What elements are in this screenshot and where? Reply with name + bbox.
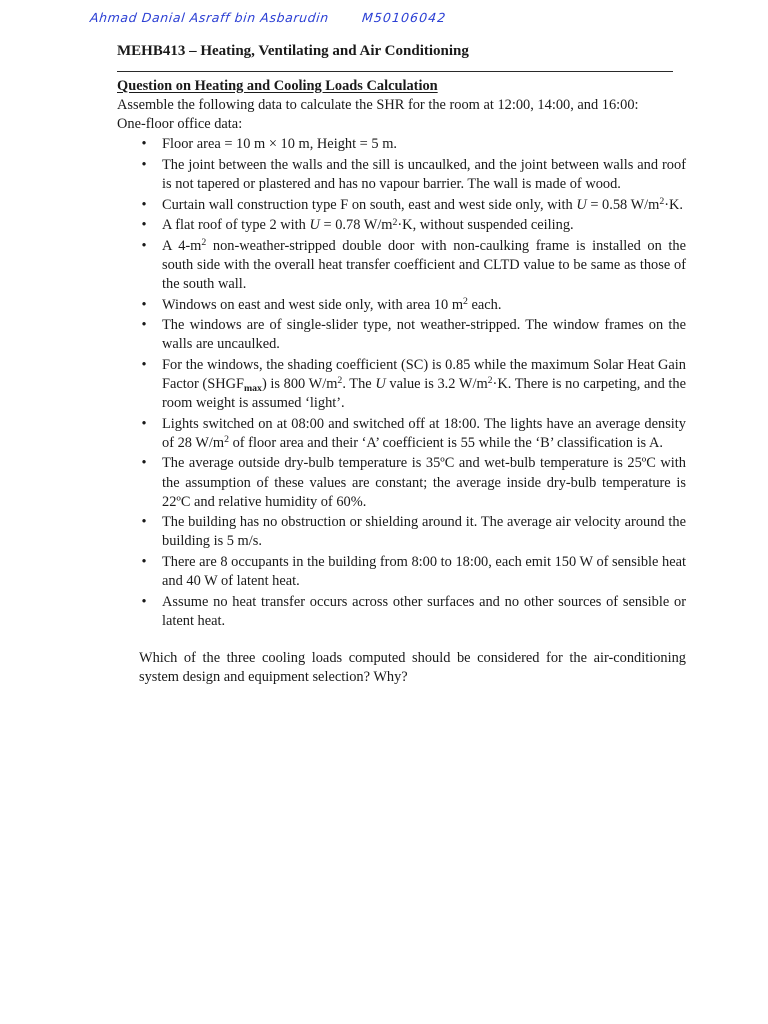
text-run: For the windows, the shading coefficient (SC) is 0.85 while the maximum Solar Heat Gain Factor (SHGF bbox=[162, 357, 686, 393]
bullet-icon bbox=[139, 196, 149, 215]
text-run: Assume no heat transfer occurs across other surfaces and no other sources of sensible or latent heat. bbox=[162, 593, 686, 629]
bullet-icon bbox=[139, 454, 149, 473]
text-run: each. bbox=[467, 296, 502, 313]
bullet-text bbox=[162, 415, 686, 453]
text-run: Windows on east and west side only, with area 10 m bbox=[162, 296, 464, 313]
question-intro: Assemble the following data to calculate the SHR for the room at 12:00, 14:00, and 16:00: bbox=[117, 96, 639, 113]
list-item bbox=[117, 135, 686, 154]
list-item bbox=[117, 593, 686, 631]
office-data-subheading: One-floor office data: bbox=[117, 115, 243, 132]
text-run: non-weather-stripped double door with non-caulking frame is installed on the south side with the overall heat transfer coefficient and CLTD value to be same as those of the south wall. bbox=[162, 237, 686, 293]
text-run: The building has no obstruction or shielding around it. The average air velocity around the building is 5 m/s. bbox=[162, 514, 686, 550]
superscript: 2 bbox=[463, 296, 468, 308]
bullet-icon bbox=[139, 296, 149, 315]
bullet-icon bbox=[139, 135, 149, 154]
bullet-icon bbox=[139, 356, 149, 375]
superscript: 2 bbox=[337, 375, 343, 387]
list-item bbox=[117, 216, 686, 235]
list-item bbox=[117, 196, 686, 215]
list-item bbox=[117, 553, 686, 591]
superscript: 2 bbox=[201, 237, 207, 249]
list-item bbox=[117, 237, 686, 294]
italic-symbol: U bbox=[375, 376, 386, 393]
text-run: = 0.78 W/m bbox=[319, 217, 393, 234]
office-data-list bbox=[117, 135, 686, 630]
bullet-icon bbox=[139, 237, 149, 256]
list-item bbox=[117, 356, 686, 413]
list-item bbox=[117, 156, 686, 194]
closing-question: Which of the three cooling loads computed should be considered for the air-conditioning system design and equipment selection? Why? bbox=[139, 650, 686, 686]
superscript: 2 bbox=[659, 196, 665, 208]
list-item bbox=[117, 415, 686, 453]
text-run: value is 3.2 W/m bbox=[385, 376, 488, 393]
subscript: max bbox=[244, 383, 262, 395]
italic-symbol: U bbox=[576, 196, 587, 213]
text-run: There are 8 occupants in the building from 8:00 to 18:00, each emit 150 W of sensible heat and 40 W of latent heat. bbox=[162, 553, 686, 590]
text-run: Lights switched on at 08:00 and switched off at 18:00. The lights have an average density of 28 W/m bbox=[162, 415, 686, 451]
text-run: ·K. There is no carpeting, and the room weight is assumed ‘light’. bbox=[162, 376, 687, 412]
bullet-icon bbox=[139, 593, 149, 612]
text-run: Floor area = 10 m × 10 m, Height = 5 m. bbox=[162, 136, 397, 153]
question-body bbox=[117, 77, 686, 688]
text-run: The windows are of single-slider type, not weather-stripped. The window frames on the walls are uncaulked. bbox=[162, 317, 686, 353]
list-item bbox=[117, 296, 686, 315]
bullet-icon bbox=[139, 156, 149, 175]
bullet-text bbox=[162, 356, 686, 413]
text-run: ) is 800 W/m bbox=[261, 376, 338, 393]
text-run: = 0.58 W/m bbox=[586, 196, 660, 213]
text-run: of floor area and their ‘A’ coefficient is 55 while the ‘B’ classification is A. bbox=[228, 434, 663, 451]
list-item bbox=[117, 513, 686, 551]
bullet-text bbox=[162, 296, 686, 315]
bullet-icon bbox=[139, 553, 149, 572]
question-heading: Question on Heating and Cooling Loads Calculation bbox=[117, 77, 438, 94]
text-run: ·K. bbox=[664, 196, 684, 213]
superscript: 2 bbox=[392, 216, 398, 228]
bullet-text bbox=[162, 593, 686, 631]
handwritten-student-name: Ahmad Danial Asraff bin Asbarudin bbox=[89, 10, 330, 25]
text-run: The average outside dry-bulb temperature is 35ºC and wet-bulb temperature is 25ºC with the assumption of these values are constant; the average inside dry-bulb temperature is 22ºC and relative humidity of 60%. bbox=[162, 455, 686, 510]
list-item bbox=[117, 316, 686, 354]
bullet-text bbox=[162, 135, 686, 154]
text-run: ·K, without suspended ceiling. bbox=[397, 217, 574, 234]
bullet-text bbox=[162, 513, 686, 551]
list-item bbox=[117, 454, 686, 511]
text-run: A flat roof of type 2 with bbox=[162, 217, 310, 234]
course-title: MEHB413 – Heating, Ventilating and Air Conditioning bbox=[117, 43, 469, 59]
bullet-text bbox=[162, 454, 686, 511]
text-run: A 4-m bbox=[162, 237, 202, 254]
bullet-text bbox=[162, 216, 686, 235]
bullet-text bbox=[162, 553, 686, 591]
header-rule bbox=[117, 71, 673, 72]
superscript: 2 bbox=[224, 434, 229, 446]
bullet-icon bbox=[139, 513, 149, 532]
bullet-text bbox=[162, 237, 686, 294]
bullet-icon bbox=[139, 415, 149, 434]
bullet-text bbox=[162, 156, 686, 194]
italic-symbol: U bbox=[309, 217, 320, 234]
text-run: The joint between the walls and the sill is uncaulked, and the joint between walls and roof is not tapered or plastered and has no vapour barrier. The wall is made of wood. bbox=[162, 157, 686, 193]
superscript: 2 bbox=[487, 375, 493, 387]
text-run: Curtain wall construction type F on south, east and west side only, with bbox=[162, 196, 577, 213]
bullet-icon bbox=[139, 316, 149, 335]
bullet-icon bbox=[139, 216, 149, 235]
bullet-text bbox=[162, 316, 686, 354]
handwritten-student-id: M50106042 bbox=[361, 10, 448, 25]
text-run: . The bbox=[342, 376, 376, 393]
bullet-text bbox=[162, 196, 686, 215]
